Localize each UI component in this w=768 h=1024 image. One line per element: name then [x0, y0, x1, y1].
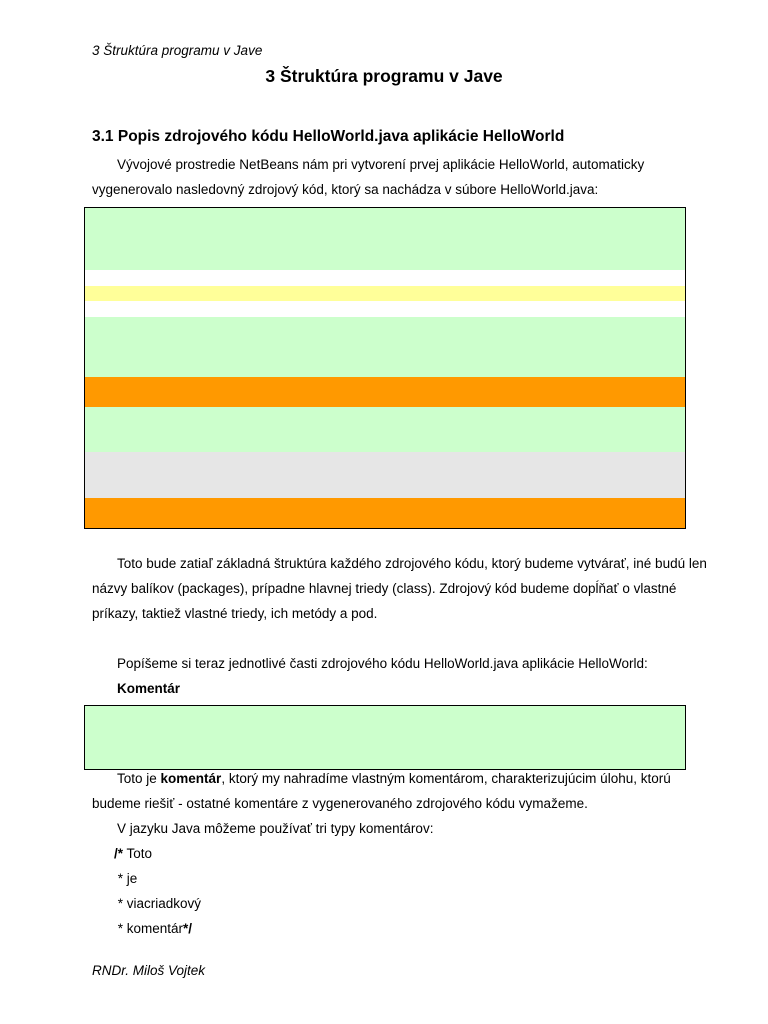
code-band-comment-example — [85, 706, 685, 769]
page-title: 3 Štruktúra programu v Jave — [265, 66, 503, 86]
code-band-blank-2 — [85, 301, 685, 317]
comment-open-token: /* — [114, 846, 124, 861]
code-band-method-comment — [85, 407, 685, 452]
code-band-package — [85, 286, 685, 301]
paragraph4-bold-term: komentár — [160, 771, 222, 786]
running-header: 3 Štruktúra programu v Jave — [92, 43, 263, 58]
intro-line-1: Vývojové prostredie NetBeans nám pri vytvorení prvej aplikácie HelloWorld, automaticky — [117, 157, 645, 172]
paragraph3: Popíšeme si teraz jednotlivé časti zdrojového kódu HelloWorld.java aplikácie HelloWorld: — [117, 656, 648, 671]
code-band-class-declaration — [85, 377, 685, 407]
code-band-comment — [85, 208, 685, 270]
paragraph2-line-3: príkazy, taktiež vlastné triedy, ich metódy a pod. — [92, 606, 378, 621]
code-band-main-method — [85, 452, 685, 498]
code-band-closing-brace — [85, 498, 685, 529]
footer-author: RNDr. Miloš Vojtek — [92, 963, 206, 978]
comment-example-text-1: Toto — [123, 846, 153, 861]
komentar-heading: Komentár — [117, 681, 181, 696]
comment-example-line-3: * viacriadkový — [114, 896, 202, 911]
paragraph5: V jazyku Java môžeme používať tri typy komentárov: — [117, 821, 434, 836]
code-listing-box — [84, 207, 686, 529]
code-band-class-comment — [85, 317, 685, 377]
intro-line-2: vygenerovalo nasledovný zdrojový kód, ktorý sa nachádza v súbore HelloWorld.java: — [92, 182, 599, 197]
comment-example-line-2: * je — [114, 871, 138, 886]
paragraph2-line-2: názvy balíkov (packages), prípadne hlavnej triedy (class). Zdrojový kód budeme dopĺňať o vlastné — [92, 581, 677, 596]
comment-example-text-4: * komentár — [114, 921, 184, 936]
paragraph4-prefix: Toto je — [117, 771, 161, 786]
paragraph2-line-1: Toto bude zatiaľ základná štruktúra každého zdrojového kódu, ktorý budeme vytvárať, iné budú len — [117, 556, 707, 571]
code-band-blank — [85, 270, 685, 286]
paragraph4-line-1 — [117, 766, 671, 791]
paragraph4-suffix: , ktorý my nahradíme vlastným komentárom, charakterizujúcim úlohu, ktorú — [221, 771, 671, 786]
comment-close-token: */ — [183, 921, 193, 936]
paragraph4-line-2: budeme riešiť - ostatné komentáre z vygenerovaného zdrojového kódu vymažeme. — [92, 796, 588, 811]
comment-example-line-4 — [114, 916, 192, 941]
comment-example-line-1 — [114, 841, 152, 866]
comment-code-box — [84, 705, 686, 770]
section-heading: 3.1 Popis zdrojového kódu HelloWorld.java aplikácie HelloWorld — [92, 128, 565, 145]
